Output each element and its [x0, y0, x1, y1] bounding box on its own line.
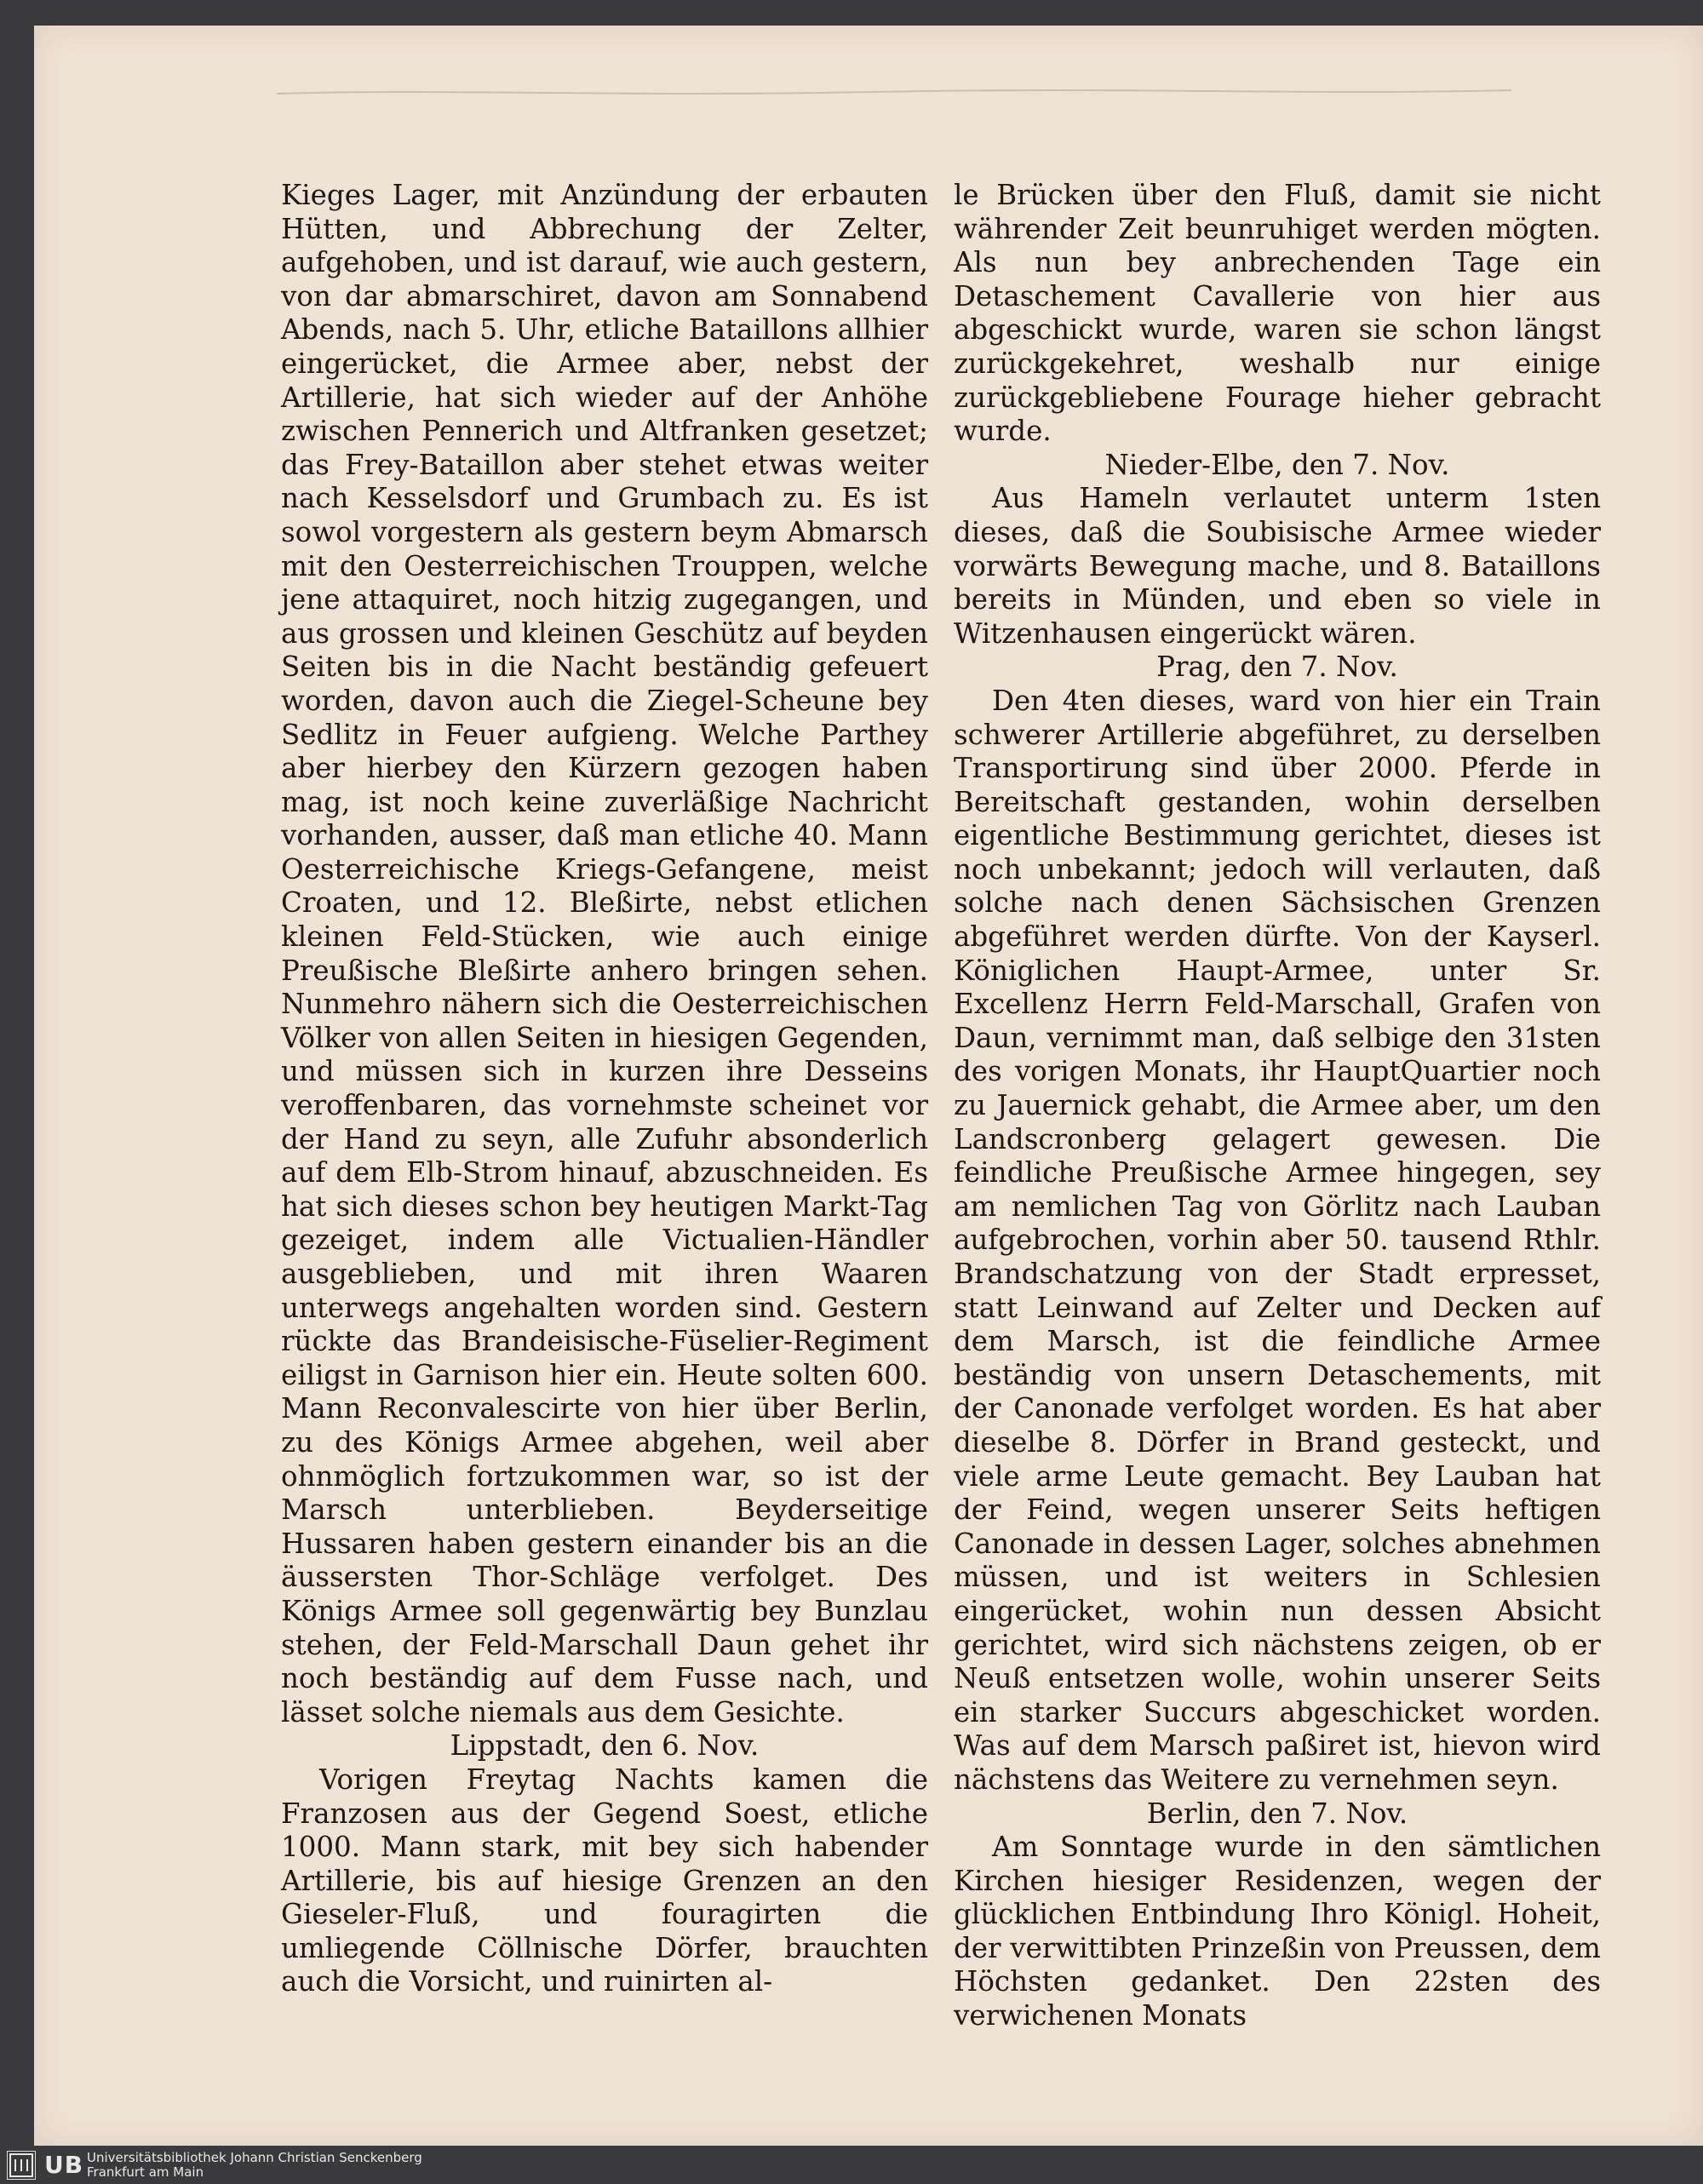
article-text: Kieges Lager, mit Anzündung der erbauten Hütten, und Abbrechung der Zelter, aufgehoben, und ist darauf, wie auch gestern, von dar abmarschiret, davon am Sonnabend Abends, nach 5. Uhr, etliche Bataillons allhier eingerücket, die Armee aber, nebst der Artillerie, hat sich wieder auf der Anhöhe zwischen Pennerich und Altfranken gesetzet; das Frey-Bataillon aber stehet etwas weiter nach Kesselsdorf und Grumbach zu. Es ist sowol vorgestern als gestern beym Abmarsch mit den Oesterreichischen Trouppen, welche jene attaquiret, noch hitzig zugegangen, und aus grossen und kleinen Geschütz auf beyden Seiten bis in die Nacht beständig gefeuert worden, davon auch die Ziegel-Scheune bey Sedlitz in Feuer aufgieng. Welche Parthey aber hierbey den Kürzern gezogen haben mag, ist noch keine zuverläßige Nachricht vorhanden, ausser, daß man etliche 40. Mann Oesterreichische Kriegs-Gefangene, meist Croaten, und 12. Bleßirte, nebst etlichen kleinen Feld-Stücken, wie auch einige Preußische Bleßirte anhero bringen sehen. Nunmehro nähern sich die Oesterreichischen Völker von allen Seiten in hiesigen Gegenden, und müssen sich in kurzen ihre Desseins veroffenbaren, das vornehmste scheinet vor der Hand zu seyn, alle Zufuhr absonderlich auf dem Elb-Strom hinauf, abzuschneiden. Es hat sich dieses schon bey heutigen Markt-Tag gezeiget, indem alle Victualien-Händler ausgeblieben, und mit ihren Waaren unterwegs angehalten worden sind. Gestern rückte das Brandeisische-Füselier-Regiment eiligst in Garnison hier ein. Heute solten 600. Mann Reconvalescirte von hier über Berlin, zu des Königs Armee abgehen, weil aber ohnmöglich fortzukommen war, so ist der Marsch unterblieben. Beyderseitige Hussaren haben gestern einander bis an die äussersten Thor-Schläge verfolget. Des Königs Armee soll gegenwärtig bey Bunzlau stehen, der Feld-Marschall Daun gehet ihr noch beständig auf dem Fusse nach, und lässet solche niemals aus dem Gesichte. [281, 179, 928, 1728]
library-logo-text: UB [44, 2151, 84, 2179]
institution-name [87, 2151, 422, 2180]
dateline: Lippstadt, den 6. Nov. [450, 1729, 760, 1763]
institution-line-2: Frankfurt am Main [87, 2164, 204, 2180]
article-text: Vorigen Freytag Nachts kamen die Franzosen aus der Gegend Soest, etliche 1000. Mann stark, mit bey sich habender Artillerie, bis auf hiesige Grenzen an den Gieseler-Fluß, und fouragirten die umliegende Cöllnische Dörfer, brauchten auch die Vorsicht, und ruinirten al- [281, 1763, 928, 1998]
right-column [954, 179, 1601, 2033]
dateline: Berlin, den 7. Nov. [1146, 1797, 1408, 1830]
left-column [281, 179, 928, 1999]
faded-header-trace [277, 85, 1511, 100]
article-text: le Brücken über den Fluß, damit sie nicht währender Zeit beunruhiget werden mögten. Als nun bey anbrechenden Tage ein Detaschement Cavallerie von hier aus abgeschickt wurde, waren sie schon längst zurückgekehret, weshalb nur einige zurückgebliebene Fourage hieher gebracht wurde. [954, 179, 1601, 448]
article-text: Den 4ten dieses, ward von hier ein Train schwerer Artillerie abgeführet, zu derselben Transportirung sind über 2000. Pferde in Bereitschaft gestanden, wohin derselben eigentliche Bestimmung gerichtet, dieses ist noch unbekannt; jedoch will verlauten, daß solche nach denen Sächsischen Grenzen abgeführet werden dürfte. Von der Kayserl. Königlichen Haupt-Armee, unter Sr. Excellenz Herrn Feld-Marschall, Grafen von Daun, vernimmt man, daß selbige den 31sten des vorigen Monats, ihr HauptQuartier noch zu Jauernick gehabt, die Armee aber, um den Landscronberg gelagert gewesen. Die feindliche Preußische Armee hingegen, sey am nemlichen Tag von Görlitz nach Lauban aufgebrochen, vorhin aber 50. tausend Rthlr. Brandschatzung von der Stadt erpresset, statt Leinwand auf Zelter und Decken auf dem Marsch, ist die feindliche Armee beständig von unsern Detaschements, mit der Canonade verfolget worden. Es hat aber dieselbe 8. Dörfer in Brand gesteckt, und viele arme Leute gemacht. Bey Lauban hat der Feind, wegen unserer Seits heftigen Canonade in dessen Lager, solches abnehmen müssen, und ist weiters in Schlesien eingerücket, wohin nun dessen Absicht gerichtet, wird sich nächstens zeigen, ob er Neuß entsetzen wolle, wohin unserer Seits ein starker Succurs abgeschicket worden. Was auf dem Marsch paßiret ist, hievon wird nächstens das Weitere zu vernehmen seyn. [954, 684, 1601, 1796]
dateline: Prag, den 7. Nov. [1156, 651, 1398, 684]
institution-line-1: Universitätsbibliothek Johann Christian Senckenberg [87, 2150, 422, 2165]
article-text: Aus Hameln verlautet unterm 1sten dieses, daß die Soubisische Armee wieder vorwärts Bewegung mache, und 8. Bataillons bereits in Münden, und eben so viele in Witzenhausen eingerückt wären. [954, 482, 1601, 650]
article-text: Am Sonntage wurde in den sämtlichen Kirchen hiesiger Residenzen, wegen der glücklichen Entbindung Ihro Königl. Hoheit, der verwittibten Prinzeßin von Preussen, dem Höchsten gedanket. Den 22sten des verwichenen Monats [954, 1831, 1601, 2032]
library-logo-icon [7, 2151, 36, 2180]
library-footer [0, 2146, 1703, 2184]
dateline: Nieder-Elbe, den 7. Nov. [1104, 448, 1450, 481]
